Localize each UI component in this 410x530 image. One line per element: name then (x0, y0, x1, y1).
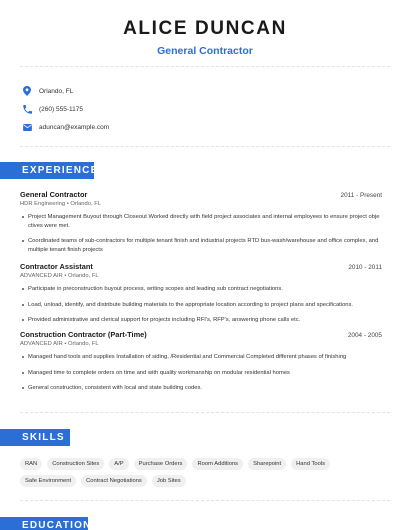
skill-chip: Hand Tools (291, 458, 330, 470)
job-employer: HDR Engineering • Orlando, FL (20, 201, 101, 207)
section-title-skills: SKILLS (0, 429, 70, 446)
contact-email (20, 118, 390, 136)
experience-entry (20, 330, 382, 400)
skill-chip: A/P (109, 458, 128, 470)
job-bullet: General construction, consistent with local and state building codes. (22, 384, 382, 393)
contact-phone-text: (260) 555-1175 (39, 105, 83, 113)
location-pin-icon (20, 84, 34, 98)
skill-chip: Purchase Orders (134, 458, 188, 470)
contact-location-text: Orlando, FL (39, 87, 74, 95)
skill-chip: Room Additions (192, 458, 243, 470)
phone-icon (20, 102, 34, 116)
skill-chip: Contract Negotiations (81, 475, 147, 487)
experience-entry (20, 190, 382, 261)
job-title: Construction Contractor (Part-Time) (20, 330, 147, 339)
job-bullet: Managed time to complete orders on time and with quality workmanship on modular residential homes (22, 369, 382, 378)
experience-divider (20, 412, 390, 413)
section-title-experience: EXPERIENCE (0, 162, 94, 179)
contact-location (20, 82, 390, 100)
candidate-name: ALICE DUNCAN (123, 18, 287, 39)
job-bullet: Participate in preconstruction buyout process, writing scopes and leading sub contract negotiations. (22, 285, 382, 294)
header-divider (20, 66, 390, 67)
skills-list (20, 458, 390, 487)
job-bullet: Project Management Buyout through Closeout Worked directly with field project associates and internal employees to ensure project obje ctives were met. (22, 213, 382, 230)
job-bullet: Coordinated teams of sub-contractors for multiple tenant finish and industrial projects RTD bus-wash/warehouse and office complex, and multiple tenant finish projects (22, 237, 382, 254)
section-title-education: EDUCATION (0, 517, 88, 530)
job-bullet: Provided administrative and clerical support for projects including RFI's, RFP's, answering phone calls etc. (22, 316, 382, 325)
candidate-role: General Contractor (157, 45, 253, 57)
skill-chip: RAN (20, 458, 42, 470)
contact-divider (20, 146, 390, 147)
job-bullet: Load, unload, identify, and distribute building materials to the appropriate location according to project plans and specifications. (22, 301, 382, 310)
skill-chip: Sharepoint (248, 458, 286, 470)
job-dates: 2011 - Present (340, 192, 382, 199)
email-icon (20, 120, 34, 134)
skill-chip: Construction Sites (47, 458, 104, 470)
job-title: General Contractor (20, 190, 88, 199)
skill-chip: Job Sites (152, 475, 186, 487)
job-dates: 2010 - 2011 (348, 264, 382, 271)
job-employer: ADVANCED AIR • Orlando, FL (20, 273, 99, 279)
resume-header (0, 0, 410, 58)
job-employer: ADVANCED AIR • Orlando, FL (20, 341, 99, 347)
job-dates: 2004 - 2005 (347, 332, 382, 339)
contact-email-text: aduncan@example.com (39, 123, 110, 131)
experience-entry (20, 262, 382, 332)
skills-divider (20, 500, 390, 501)
job-title: Contractor Assistant (20, 262, 93, 271)
skill-chip: Safe Environment (20, 475, 76, 487)
job-bullet: Managed hand tools and supplies Installation of siding, /Residential and Commercial Completed different phases of finishing (22, 353, 382, 362)
contact-list (20, 82, 390, 136)
contact-phone (20, 100, 390, 118)
